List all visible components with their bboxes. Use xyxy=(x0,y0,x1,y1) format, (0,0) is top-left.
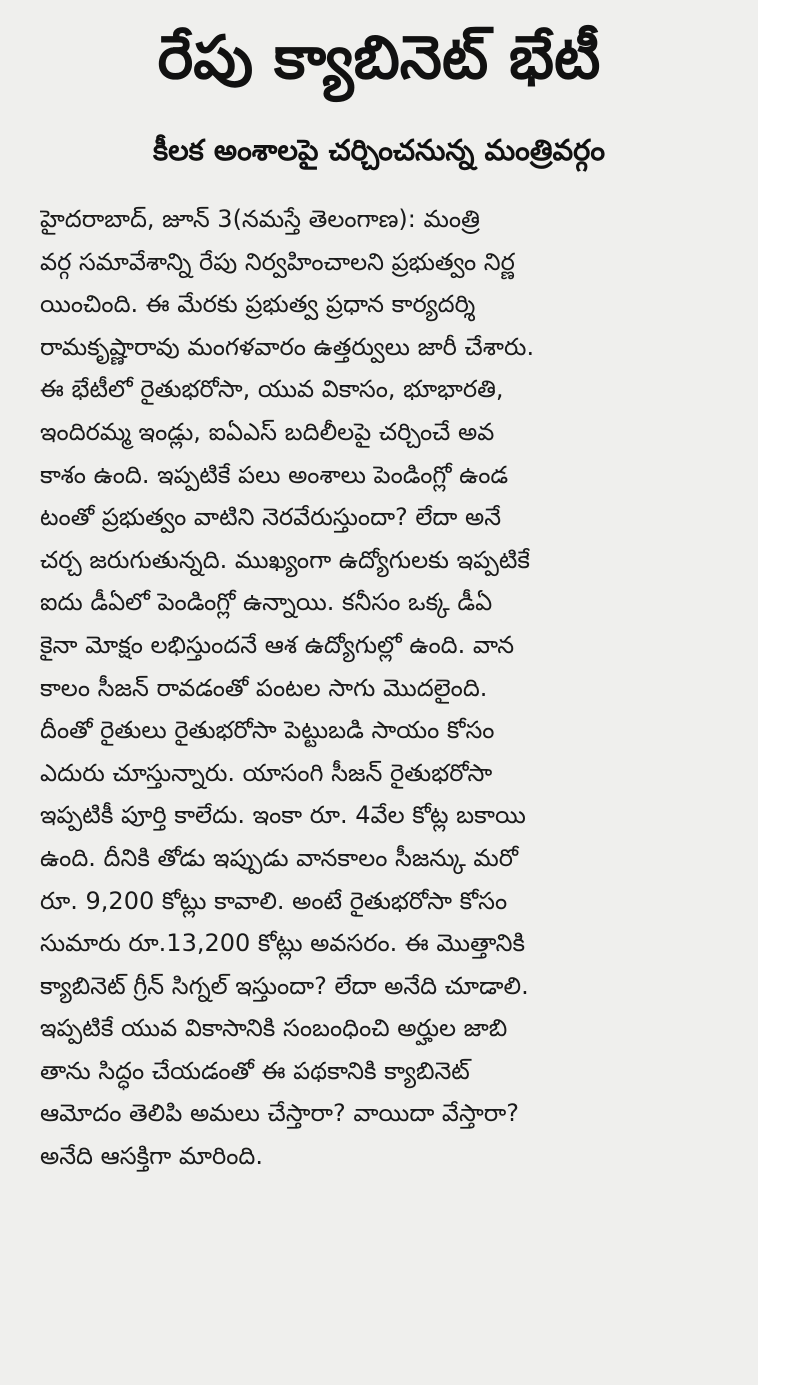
article-line: కాశం ఉంది. ఇప్పటికే పలు అంశాలు పెండింగ్లో ఉండ xyxy=(40,460,509,489)
article-headline: రేపు క్యాబినెట్ భేటీ xyxy=(157,23,601,93)
article-line: ఆమోదం తెలిపి అమలు చేస్తారా? వాయిదా వేస్తారా? xyxy=(40,1099,519,1128)
article-body xyxy=(40,198,730,1178)
article-subheadline: కీలక అంశాలపై చర్చించనున్న మంత్రివర్గం xyxy=(152,133,606,167)
article-line: అనేది ఆసక్తిగా మారింది. xyxy=(40,1142,263,1171)
page-margin xyxy=(758,0,800,1385)
article-line: దీంతో రైతులు రైతుభరోసా పెట్టుబడి సాయం కోసం xyxy=(40,716,495,745)
article-line: రూ. 9,200 కోట్లు కావాలి. అంటే రైతుభరోసా కోసం xyxy=(40,886,508,915)
article-line: ఉంది. దీనికి తోడు ఇప్పుడు వానకాలం సీజన్కు మరో xyxy=(40,843,519,872)
article-line: ఈ భేటీలో రైతుభరోసా, యువ వికాసం, భూభారతి, xyxy=(40,375,504,404)
article-line: యించింది. ఈ మేరకు ప్రభుత్వ ప్రధాన కార్యదర్శి xyxy=(40,290,476,319)
article-line: సుమారు రూ.13,200 కోట్లు అవసరం. ఈ మొత్తానికి xyxy=(40,929,525,958)
article-line: చర్చ జరుగుతున్నది. ముఖ్యంగా ఉద్యోగులకు ఇప్పటికే xyxy=(40,545,530,574)
article-line: హైదరాబాద్, జూన్ 3(నమస్తే తెలంగాణ): మంత్రి xyxy=(40,205,480,233)
article-line: కైనా మోక్షం లభిస్తుందనే ఆశ ఉద్యోగుల్లో ఉంది. వాన xyxy=(40,630,515,659)
article-line: వర్గ సమావేశాన్ని రేపు నిర్వహించాలని ప్రభుత్వం నిర్ణ xyxy=(40,247,515,276)
article-line: ఎదురు చూస్తున్నారు. యాసంగి సీజన్ రైతుభరోసా xyxy=(40,758,493,787)
article-line: ఇందిరమ్మ ఇండ్లు, ఐఏఎస్ బదిలీలపై చర్చించే అవ xyxy=(40,417,495,446)
article-line: తాను సిద్ధం చేయడంతో ఈ పథకానికి క్యాబినెట్ xyxy=(40,1056,470,1085)
article-line: టంతో ప్రభుత్వం వాటిని నెరవేరుస్తుందా? లేదా అనే xyxy=(40,503,502,532)
article-line: క్యాబినెట్ గ్రీన్ సిగ్నల్ ఇస్తుందా? లేదా అనేది చూడాలి. xyxy=(40,971,529,1000)
article-line: రామకృష్ణారావు మంగళవారం ఉత్తర్వులు జారీ చేశారు. xyxy=(40,332,535,361)
article-line: ఇప్పటికే యువ వికాసానికి సంబంధించి అర్హుల జాబి xyxy=(40,1014,508,1043)
article-line: కాలం సీజన్ రావడంతో పంటల సాగు మొదలైంది. xyxy=(40,673,488,702)
article-line: ఐదు డీఏలో పెండింగ్లో ఉన్నాయి. కనీసం ఒక్క డీఏ xyxy=(40,588,493,617)
article-line: ఇప్పటికీ పూర్తి కాలేదు. ఇంకా రూ. 4వేల కోట్ల బకాయి xyxy=(40,801,526,830)
